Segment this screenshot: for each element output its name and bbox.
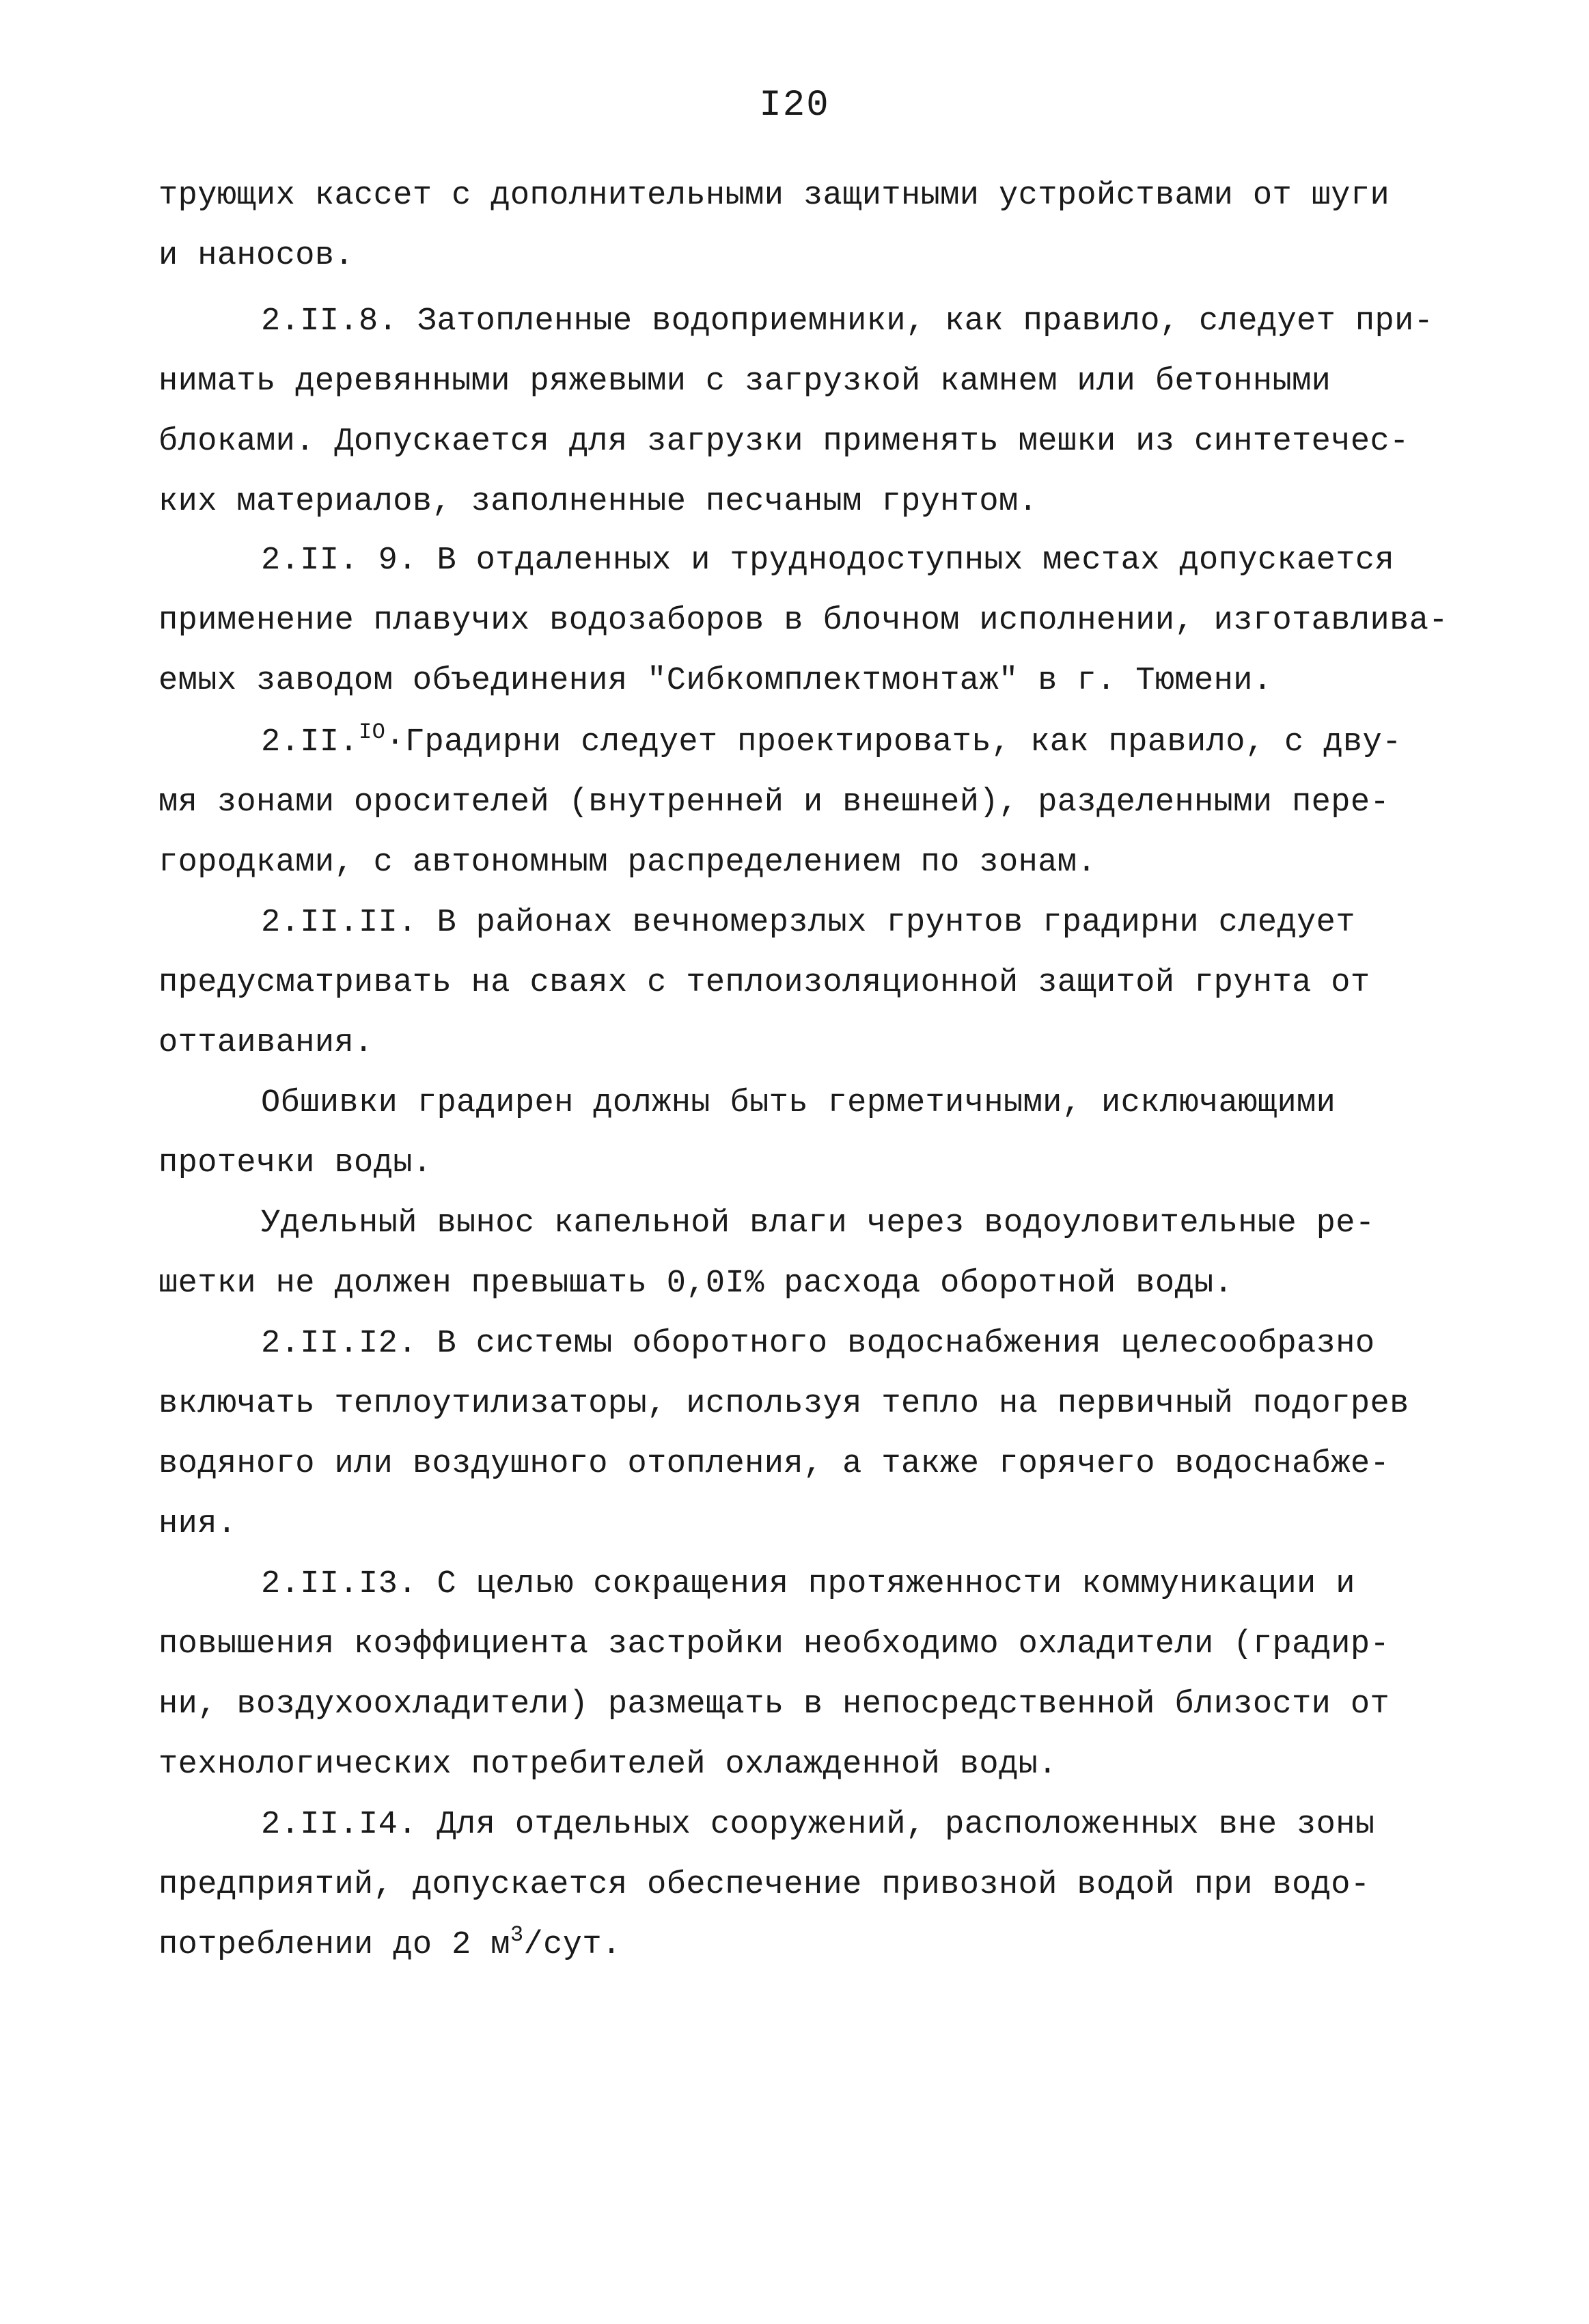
- text-line-content: нимать деревянными ряжевыми с загрузкой камнем или бетонными: [158, 364, 1331, 400]
- superscript: IO: [359, 720, 386, 745]
- text-line: [158, 410, 1409, 474]
- text-line-content: ния.: [158, 1506, 237, 1542]
- text-line-content: мя зонами оросителей (внутренней и внешней), разделенными пере-: [158, 784, 1390, 821]
- text-line: [158, 1252, 1233, 1316]
- text-line: [158, 1312, 1374, 1376]
- text-line-content: и наносов.: [158, 238, 355, 274]
- text-line-content: шетки не должен превышать 0,0I% расхода оборотной воды.: [158, 1266, 1234, 1302]
- text-line: [158, 1432, 1390, 1496]
- text-line-content: ни, воздухоохладители) размещать в непосредственной близости от: [158, 1686, 1390, 1723]
- text-line: [158, 771, 1390, 835]
- text-line-content: повышения коэффициента застройки необходимо охладители (градир-: [158, 1626, 1390, 1663]
- text-line: [158, 891, 1355, 955]
- text-line: [158, 1372, 1409, 1436]
- text-line-content: 2.II.II. В районах вечномерзлых грунтов градирни следует: [261, 905, 1355, 941]
- text-line: [158, 1192, 1374, 1256]
- text-line: [158, 951, 1370, 1015]
- text-line: [158, 589, 1448, 653]
- text-line-content: 2.II.8. Затопленные водоприемники, как правило, следует при-: [261, 303, 1434, 340]
- text-line: [158, 831, 1096, 895]
- text-line: [158, 1733, 1058, 1797]
- text-line: [158, 1613, 1390, 1677]
- text-line-content: предприятий, допускается обеспечение привозной водой при водо-: [158, 1867, 1370, 1903]
- text-line-content: ких материалов, заполненные песчаным грунтом.: [158, 484, 1038, 520]
- text-line-content: технологических потребителей охлажденной воды.: [158, 1747, 1058, 1783]
- text-line-content: 2.II. 9. В отдаленных и труднодоступных местах допускается: [261, 543, 1395, 579]
- text-line-content: 2.II.I2. В системы оборотного водоснабжения целесообразно: [261, 1326, 1375, 1362]
- text-line-content: городками, с автономным распределением по зонам.: [158, 845, 1097, 881]
- text-line-continuation: ·Градирни следует проектировать, как правило, с дву-: [385, 724, 1402, 761]
- text-line-content: Обшивки градирен должны быть герметичными, исключающими: [261, 1085, 1336, 1121]
- text-line: [158, 224, 354, 288]
- superscript: 3: [510, 1922, 524, 1947]
- page-number: I20: [759, 85, 830, 126]
- text-line-content: 2.II.I3. С целью сокращения протяженности коммуникации и: [261, 1566, 1355, 1602]
- text-line-content: потреблении до 2 м: [158, 1927, 510, 1963]
- text-line: [158, 1071, 1336, 1136]
- text-line: [158, 1553, 1355, 1617]
- text-line: [158, 1673, 1390, 1737]
- text-line: [158, 290, 1433, 354]
- text-line: [158, 1132, 432, 1196]
- text-line: [158, 1853, 1370, 1917]
- text-line: [158, 1492, 236, 1557]
- text-line-content: блоками. Допускается для загрузки применять мешки из синтетечес-: [158, 424, 1409, 460]
- text-line-content: протечки воды.: [158, 1145, 432, 1181]
- text-line: [158, 1011, 374, 1076]
- text-line-content: 2.II.I4. Для отдельных сооружений, расположенных вне зоны: [261, 1807, 1375, 1843]
- text-line-content: предусматривать на сваях с теплоизоляционной защитой грунта от: [158, 965, 1370, 1001]
- text-line: [158, 164, 1390, 228]
- text-line-content: емых заводом объединения "Сибкомплектмонтаж" в г. Тюмени.: [158, 663, 1273, 699]
- text-line: [158, 1793, 1374, 1857]
- text-line-continuation: /сут.: [523, 1927, 622, 1963]
- text-line: [158, 649, 1272, 713]
- text-line-content: оттаивания.: [158, 1025, 374, 1061]
- text-line: [158, 350, 1331, 414]
- text-line: [158, 711, 1402, 775]
- text-line: [158, 1913, 622, 1978]
- text-line: [158, 470, 1038, 534]
- text-line-content: Удельный вынос капельной влаги через водоуловительные ре-: [261, 1205, 1375, 1242]
- text-line-content: 2.II.: [261, 724, 359, 761]
- text-line-content: применение плавучих водозаборов в блочном исполнении, изготавлива-: [158, 603, 1448, 639]
- text-line-content: трующих кассет с дополнительными защитными устройствами от шуги: [158, 178, 1390, 214]
- text-line-content: включать теплоутилизаторы, используя тепло на первичный подогрев: [158, 1386, 1409, 1422]
- text-line-content: водяного или воздушного отопления, а также горячего водоснабже-: [158, 1446, 1390, 1482]
- text-line: [158, 529, 1394, 593]
